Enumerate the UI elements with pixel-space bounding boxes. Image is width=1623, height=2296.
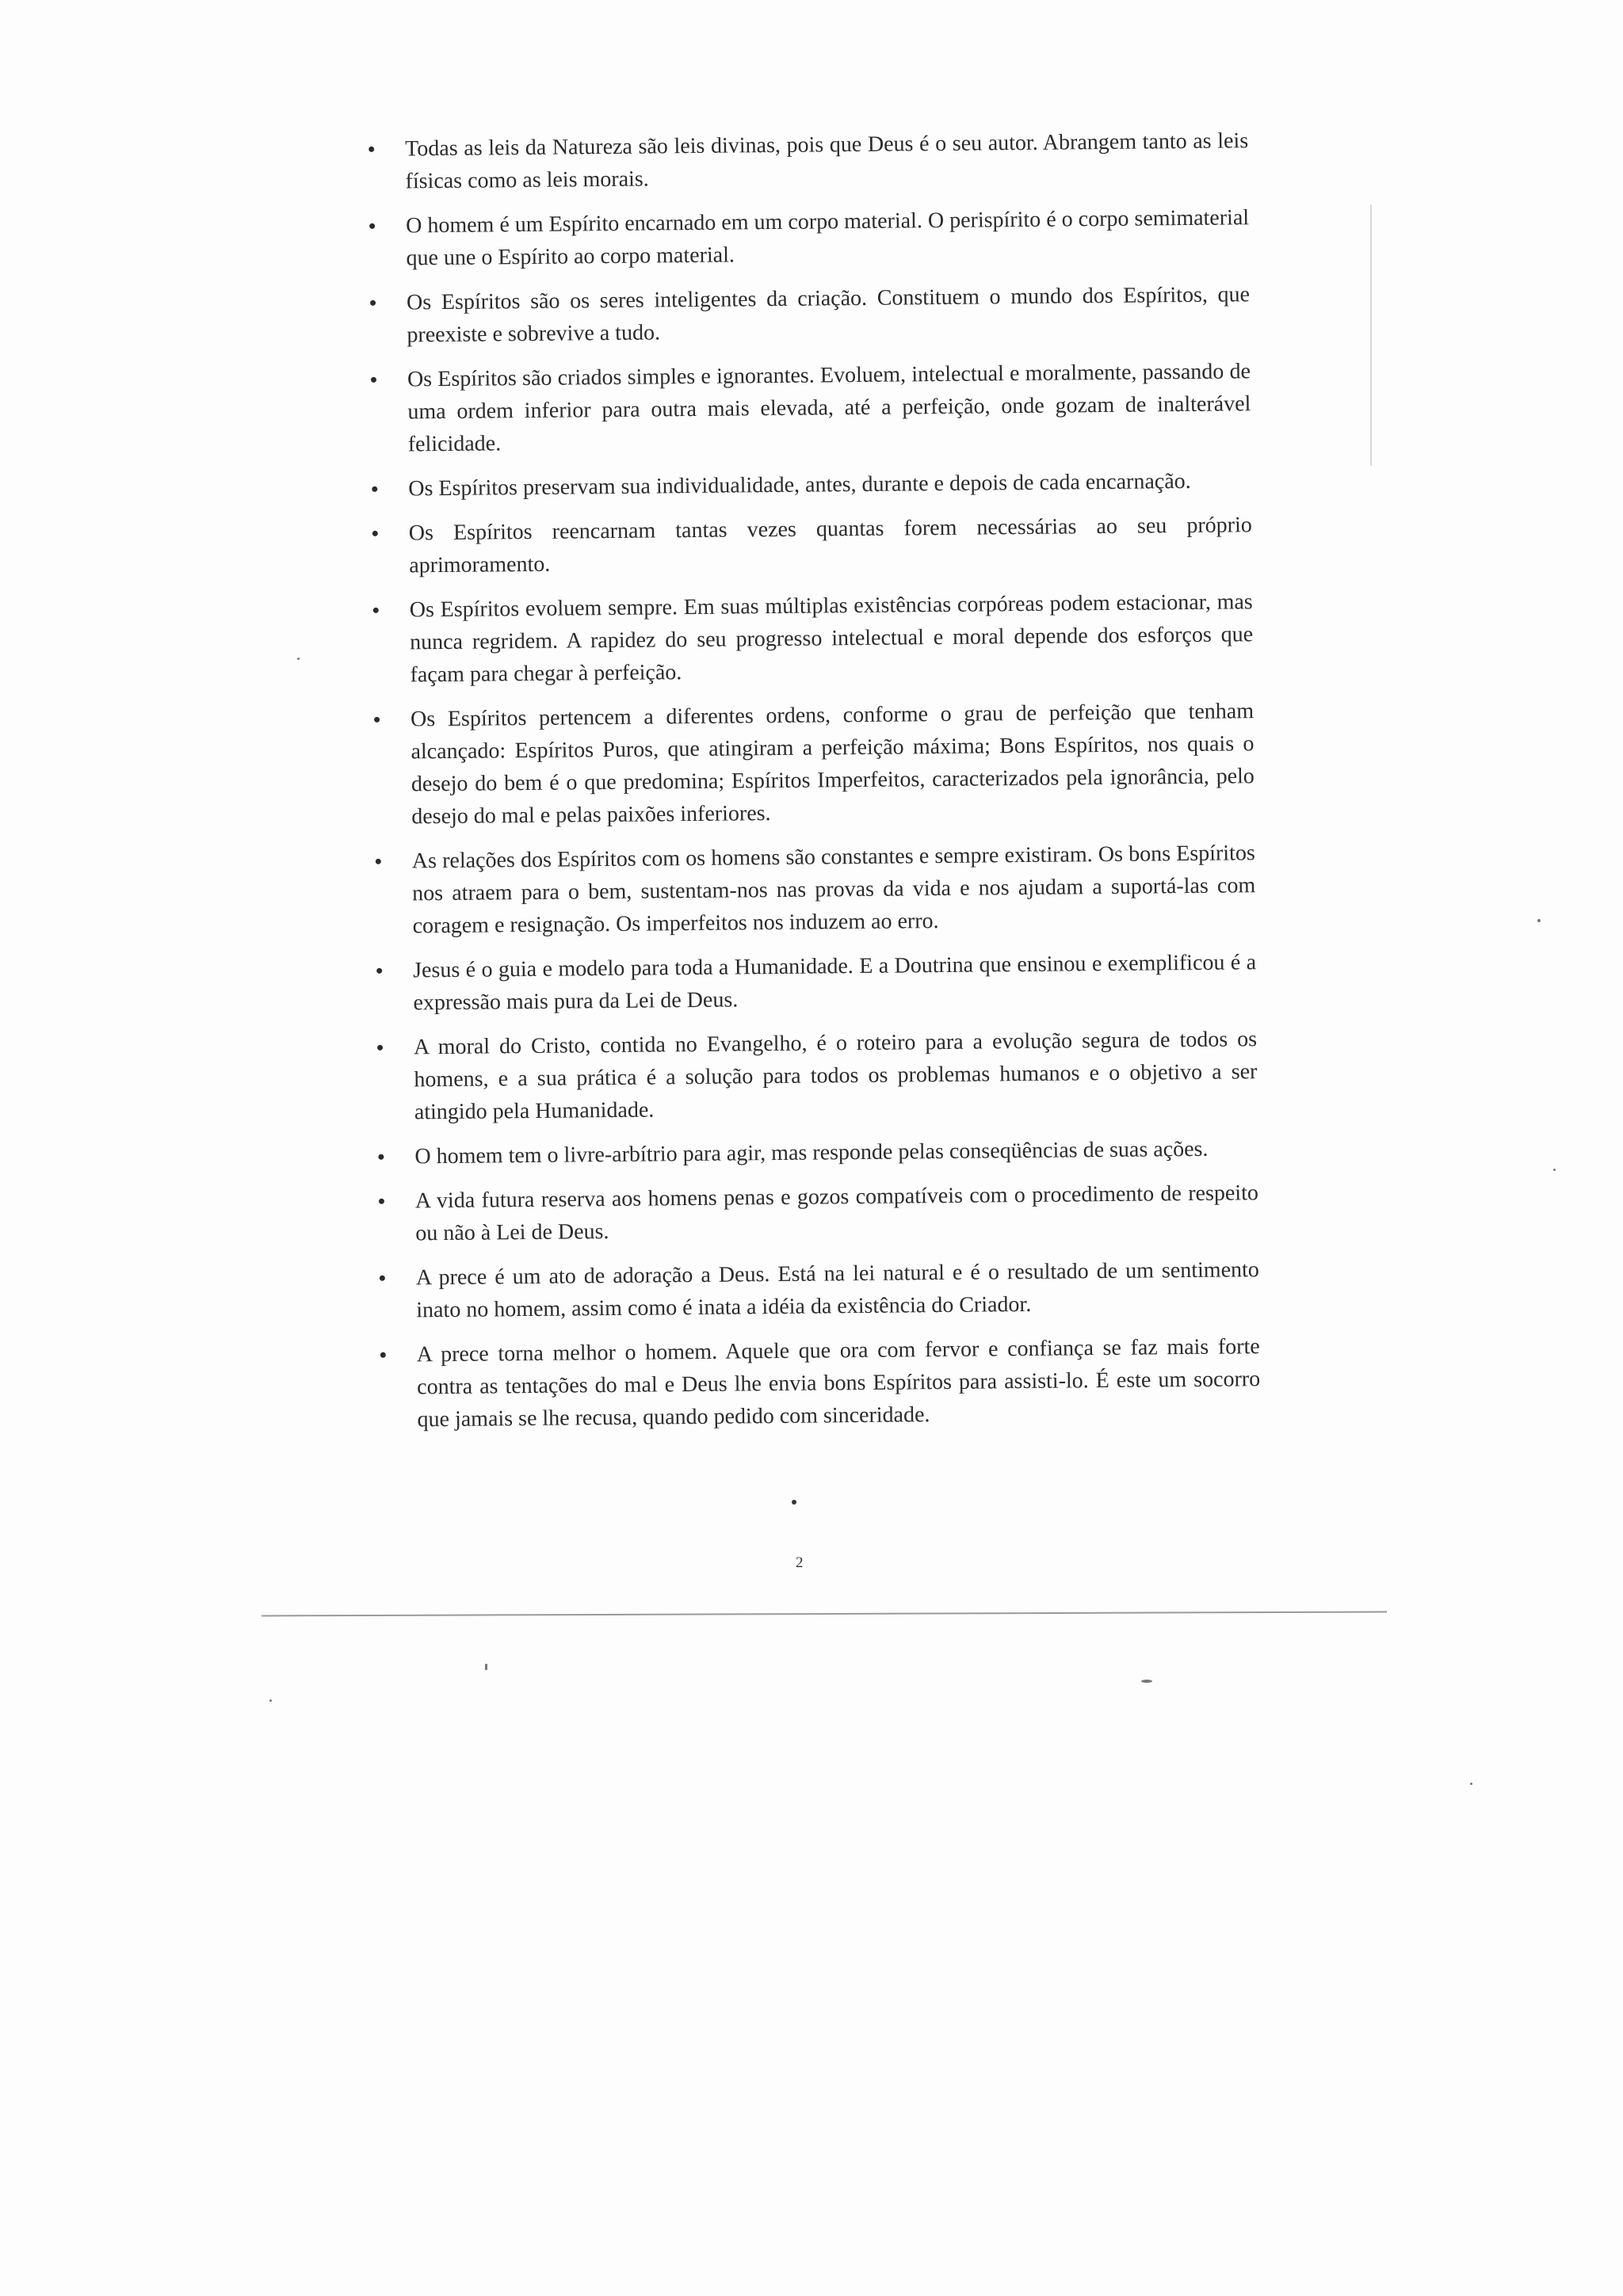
bullet-icon: [371, 377, 376, 383]
scan-speck: [1141, 1680, 1152, 1683]
end-dot-icon: [792, 1500, 796, 1505]
bullet-icon: [370, 300, 376, 306]
bullet-icon: [373, 608, 379, 613]
list-item: [370, 1132, 1258, 1173]
list-item-text: A prece é um ato de adoração a Deus. Está na lei natural e é o resultado de um sentimento inato no homem, assim como é inata a idéia da existência do Criador.: [415, 1257, 1259, 1323]
scan-speck: [269, 1699, 272, 1702]
scan-edge-mark: [1370, 204, 1372, 466]
list-item-text: Jesus é o guia e modelo para toda a Humanidade. E a Doutrina que ensinou e exemplificou é a expressão mais pura da Lei de Deus.: [412, 950, 1257, 1016]
list-item-text: Todas as leis da Natureza são leis divinas, pois que Deus é o seu autor. Abrangem tanto as leis físicas como as leis morais.: [405, 128, 1249, 194]
list-item-text: A prece torna melhor o homem. Aquele que ora com fervor e confiança se faz mais forte contra as tentações do mal e Deus lhe envia bons Espíritos para assisti-lo. É este um socorro que jamais se lhe recusa, quando pedido com sinceridade.: [416, 1334, 1261, 1432]
bullet-icon: [376, 859, 381, 864]
bullet-icon: [372, 531, 378, 536]
list-item: [362, 278, 1251, 352]
scan-speck: [485, 1664, 487, 1670]
bullet-icon: [380, 1276, 385, 1281]
list-item-text: As relações dos Espíritos com os homens são constantes e sempre existiram. Os bons Espíritos nos atraem para o bem, sustentam-nos nas provas da vida e nos ajudam a suportá-las com coragem e resignação. Os imperfeitos nos induzem ao erro.: [411, 841, 1256, 939]
list-item: [371, 1177, 1259, 1250]
list-item: [372, 1253, 1260, 1327]
bullet-icon: [374, 717, 380, 723]
list-item-text: Os Espíritos preservam sua individualidade, antes, durante e depois de cada encarnação.: [408, 468, 1191, 502]
list-item-text: A vida futura reserva aos homens penas e gozos compatíveis com o procedimento de respeito ou não à Lei de Deus.: [414, 1180, 1259, 1246]
list-item: [365, 585, 1254, 692]
list-item-text: O homem tem o livre-arbítrio para agir, mas responde pelas conseqüências de suas ações.: [414, 1136, 1209, 1169]
page-number: 2: [796, 1554, 804, 1571]
bullet-icon: [379, 1199, 384, 1204]
list-item: [369, 1023, 1258, 1129]
list-item-text: O homem é um Espírito encarnado em um corpo material. O perispírito é o corpo semimaterial que une o Espírito ao corpo material.: [405, 205, 1250, 271]
scan-speck: [1553, 1169, 1556, 1171]
list-item-text: Os Espíritos evoluem sempre. Em suas múltiplas existências corpóreas podem estacionar, mas nunca regridem. A rapidez do seu progresso intelectual e moral depende dos esforços que façam para chegar à perfeição.: [409, 589, 1254, 688]
list-item: [361, 124, 1249, 198]
bullet-icon: [377, 1045, 383, 1051]
list-item-text: Os Espíritos pertencem a diferentes ordens, conforme o grau de perfeição que tenham alcançado: Espíritos Puros, que atingiram a perfeição máxima; Bons Espíritos, nos quais o desejo do bem é o que predomina; Espíritos Imperfeitos, caracterizados pela ignorância, pelo desejo do mal e pelas paixões inferiores.: [410, 699, 1254, 830]
list-item: [364, 464, 1251, 505]
principles-content: [361, 124, 1261, 1448]
list-item-text: A moral do Cristo, contida no Evangelho, é o roteiro para a evolução segura de todos os homens, e a sua prática é a solução para todos os problemas humanos e o objetivo a ser atingido pela Humanidade.: [413, 1027, 1258, 1125]
bullet-icon: [378, 1154, 384, 1160]
list-item: [366, 695, 1255, 833]
list-item: [368, 837, 1256, 943]
list-item: [361, 201, 1250, 275]
bullet-icon: [369, 147, 374, 152]
bullet-icon: [376, 968, 382, 974]
list-item-text: Os Espíritos são criados simples e ignorantes. Evoluem, intelectual e moralmente, passando de uma ordem inferior para outra mais elevada, até a perfeição, onde gozam de inalterável felicidade.: [407, 359, 1251, 457]
bottom-rule: [262, 1611, 1387, 1617]
list-item: [369, 946, 1257, 1020]
list-item: [363, 355, 1251, 461]
list-item: [372, 1330, 1261, 1436]
bullet-icon: [372, 486, 377, 492]
bullet-icon: [369, 223, 375, 229]
scan-speck: [1537, 919, 1541, 922]
bullet-icon: [380, 1352, 386, 1358]
list-item-text: Os Espíritos reencarnam tantas vezes quantas forem necessárias ao seu próprio aprimoramento.: [408, 513, 1252, 578]
list-item-text: Os Espíritos são os seres inteligentes da criação. Constituem o mundo dos Espíritos, que preexiste e sobrevive a tudo.: [406, 282, 1251, 348]
principles-list: [361, 124, 1261, 1436]
list-item: [365, 509, 1253, 582]
scan-speck: [297, 658, 300, 660]
scan-speck: [1470, 1783, 1472, 1785]
